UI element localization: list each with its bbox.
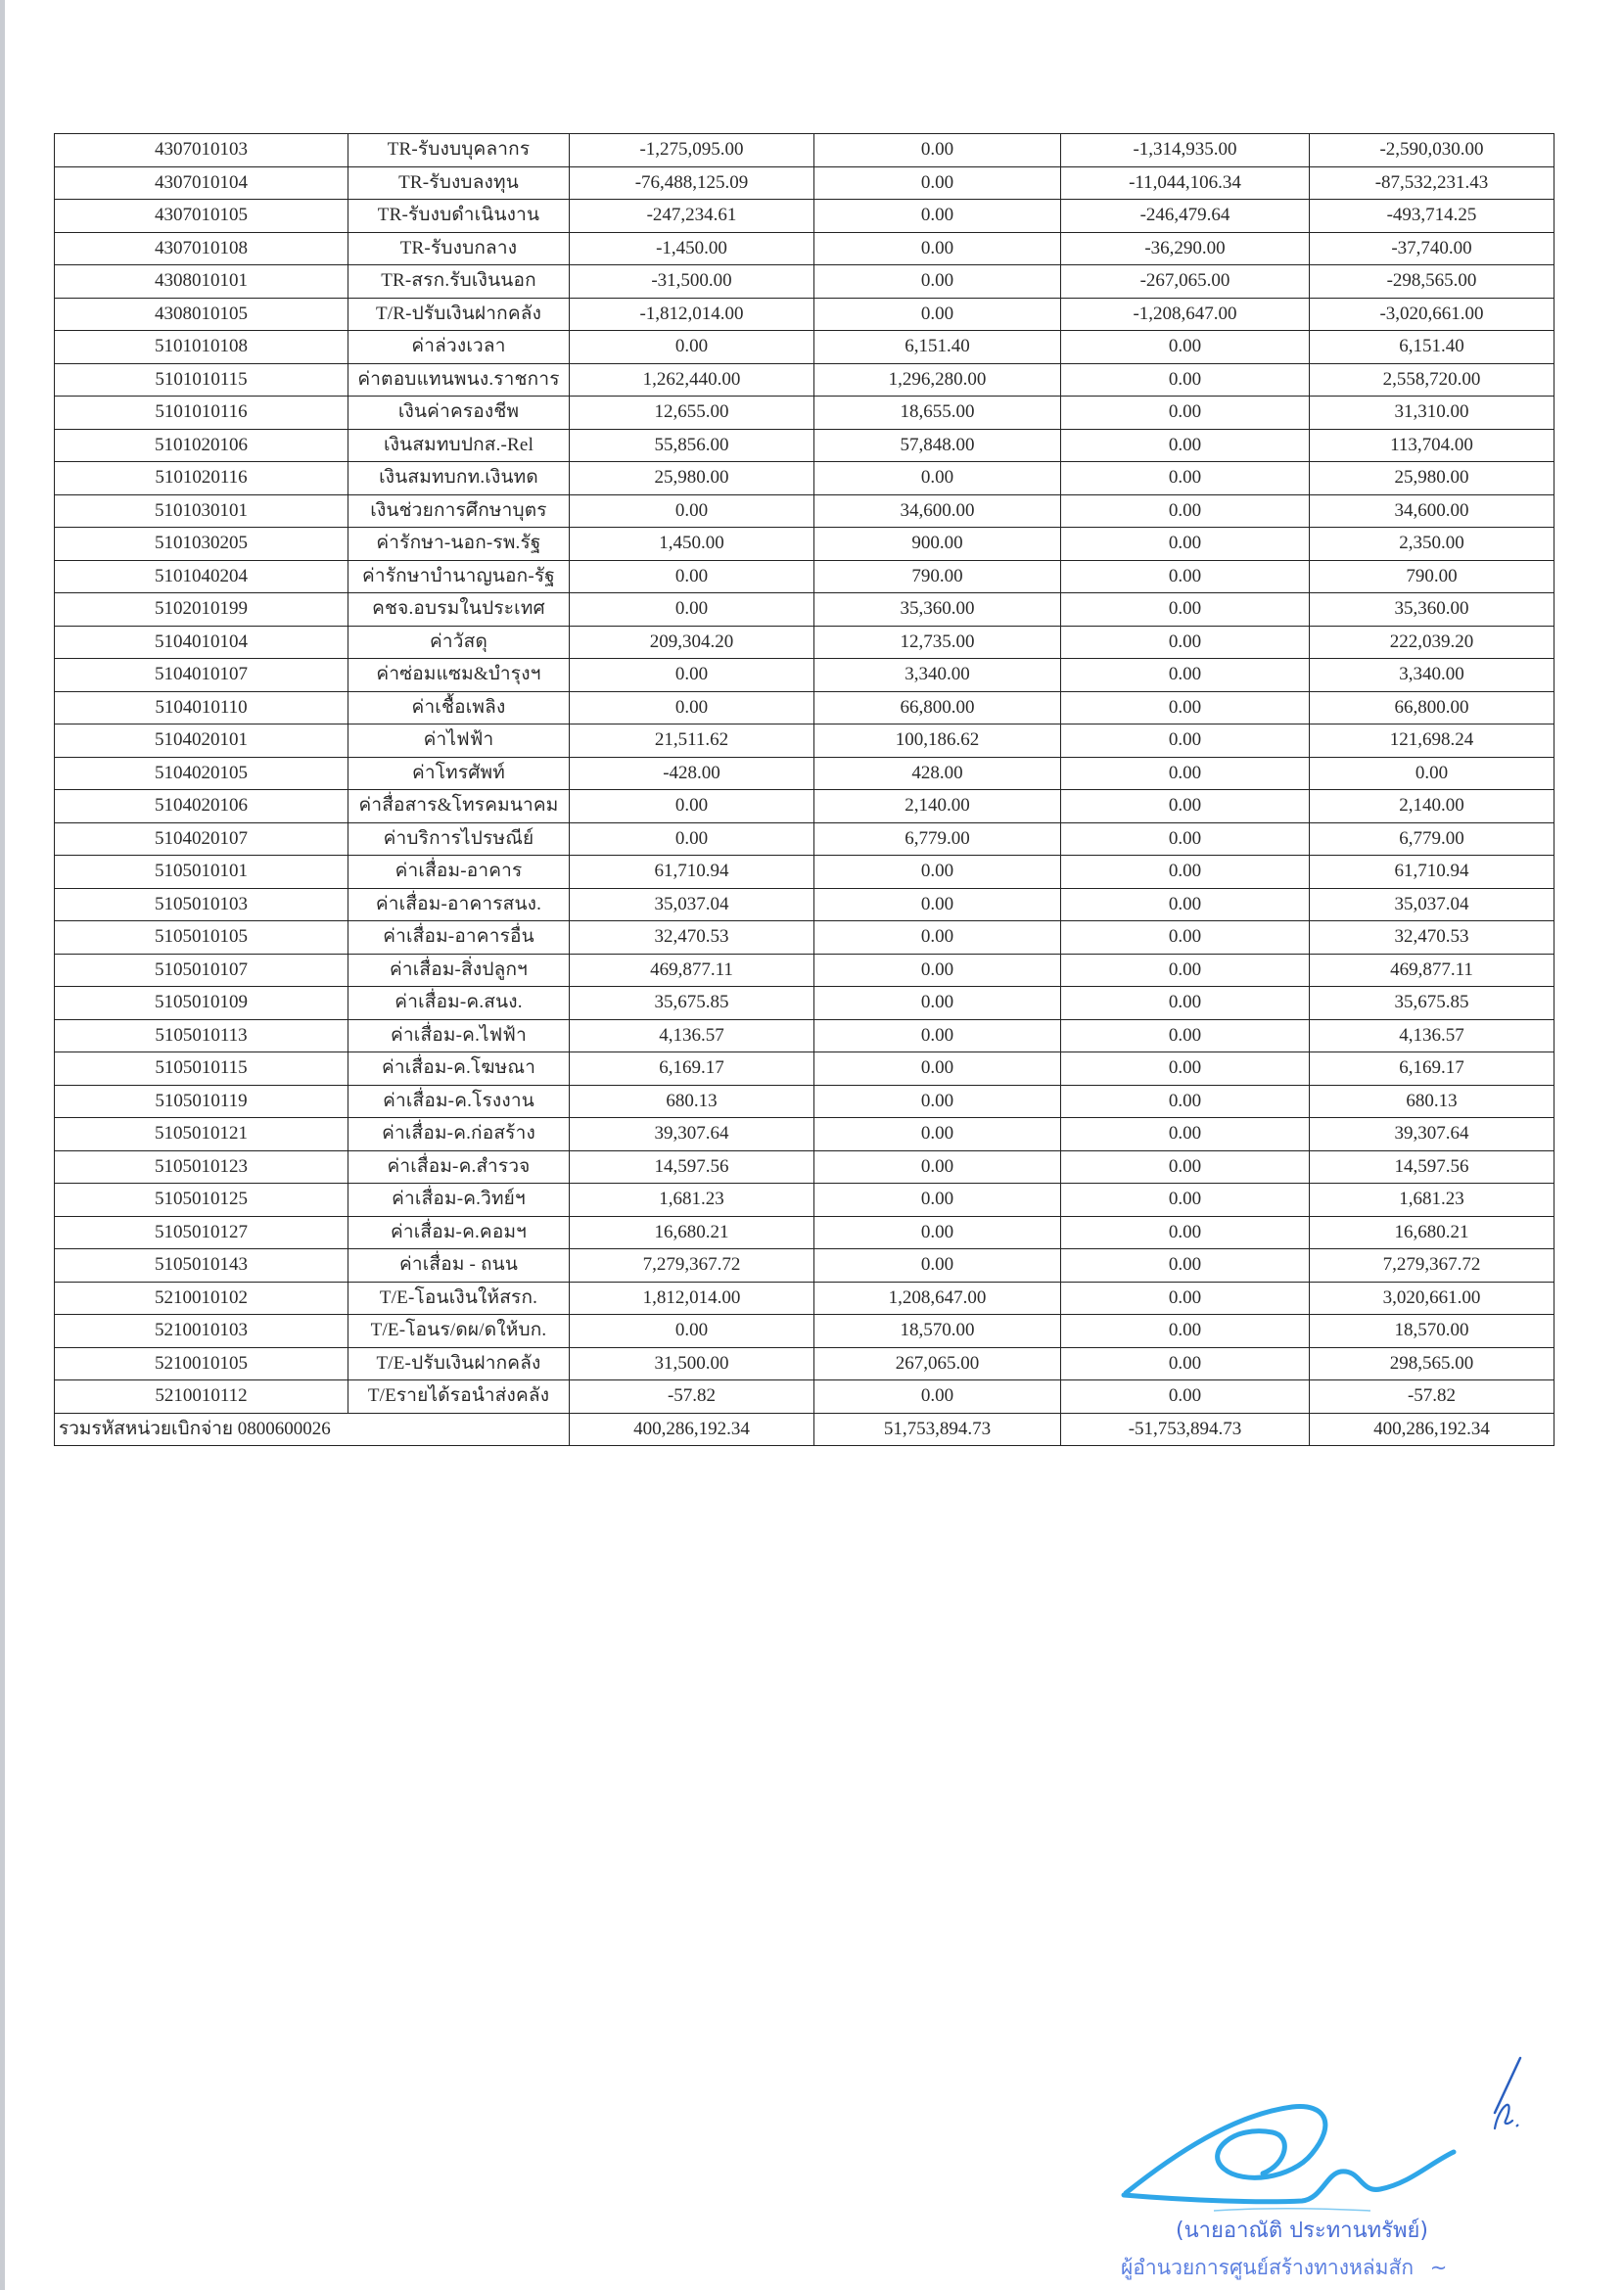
amount-col4: 680.13 [1310,1085,1554,1118]
amount-col4: 7,279,367.72 [1310,1249,1554,1283]
initial-mark [1473,2056,1532,2134]
account-name: ค่าโทรศัพท์ [348,757,570,790]
account-code: 5210010103 [55,1315,348,1348]
account-name: TR-รับงบลงทุน [348,166,570,200]
amount-col2: 0.00 [814,166,1061,200]
amount-col4: 2,558,720.00 [1310,363,1554,397]
amount-col2: 100,186.62 [814,724,1061,758]
amount-col3: 0.00 [1061,528,1310,561]
amount-col3: 0.00 [1061,1184,1310,1217]
amount-col3: 0.00 [1061,822,1310,856]
amount-col4: 1,681.23 [1310,1184,1554,1217]
amount-col3: 0.00 [1061,1347,1310,1380]
amount-col3: 0.00 [1061,1249,1310,1283]
table-row [55,790,1554,823]
account-code: 5105010127 [55,1216,348,1249]
account-name: ค่าตอบแทนพนง.ราชการ [348,363,570,397]
total-row [55,1413,1554,1446]
amount-col4: 32,470.53 [1310,921,1554,955]
account-code: 4307010104 [55,166,348,200]
amount-col3: 0.00 [1061,429,1310,462]
account-name: ค่าล่วงเวลา [348,331,570,364]
amount-col3: 0.00 [1061,1150,1310,1184]
amount-col1: -1,812,014.00 [570,298,814,331]
account-code: 5105010101 [55,856,348,889]
amount-col3: 0.00 [1061,626,1310,659]
tilde-mark-icon: ~ [1429,2256,1448,2279]
table-row [55,200,1554,233]
table-row [55,954,1554,987]
amount-col1: 7,279,367.72 [570,1249,814,1283]
table-row [55,1150,1554,1184]
account-name: T/E-โอนร/ดผ/ดให้บก. [348,1315,570,1348]
ledger-table [54,133,1554,1446]
amount-col2: 0.00 [814,1019,1061,1052]
account-name: ค่าเสื่อม-ค.สำรวจ [348,1150,570,1184]
table-row [55,888,1554,921]
amount-col4: 3,020,661.00 [1310,1282,1554,1315]
account-name: T/E-โอนเงินให้สรก. [348,1282,570,1315]
account-code: 5105010123 [55,1150,348,1184]
account-code: 5105010105 [55,921,348,955]
amount-col2: 0.00 [814,1249,1061,1283]
amount-col3: 0.00 [1061,659,1310,692]
account-name: เงินสมทบกท.เงินทด [348,462,570,495]
amount-col1: 31,500.00 [570,1347,814,1380]
amount-col3: 0.00 [1061,954,1310,987]
amount-col3: 0.00 [1061,691,1310,724]
amount-col2: 0.00 [814,954,1061,987]
account-name: เงินสมทบปกส.-Rel [348,429,570,462]
account-name: ค่าเสื่อม - ถนน [348,1249,570,1283]
amount-col1: -1,275,095.00 [570,134,814,167]
amount-col3: 0.00 [1061,888,1310,921]
amount-col1: 35,675.85 [570,987,814,1020]
account-name: ค่าไฟฟ้า [348,724,570,758]
amount-col3: -267,065.00 [1061,265,1310,299]
amount-col4: 16,680.21 [1310,1216,1554,1249]
account-name: ค่ารักษา-นอก-รพ.รัฐ [348,528,570,561]
amount-col3: 0.00 [1061,1085,1310,1118]
amount-col3: 0.00 [1061,790,1310,823]
table-row [55,298,1554,331]
amount-col2: 790.00 [814,560,1061,593]
table-row [55,265,1554,299]
account-name: เงินช่วยการศึกษาบุตร [348,494,570,528]
account-name: ค่าวัสดุ [348,626,570,659]
account-name: T/R-ปรับเงินฝากคลัง [348,298,570,331]
amount-col4: -2,590,030.00 [1310,134,1554,167]
amount-col1: 0.00 [570,691,814,724]
account-name: ค่าเสื่อม-ค.คอมฯ [348,1216,570,1249]
table-row [55,1052,1554,1086]
amount-col3: 0.00 [1061,1216,1310,1249]
account-code: 5210010112 [55,1380,348,1414]
account-code: 5105010113 [55,1019,348,1052]
amount-col1: 1,450.00 [570,528,814,561]
signer-title-text: ผู้อำนวยการศูนย์สร้างทางหล่มสัก [1121,2256,1415,2279]
total-label: รวมรหัสหน่วยเบิกจ่าย 0800600026 [55,1413,570,1446]
amount-col4: 222,039.20 [1310,626,1554,659]
table-row [55,724,1554,758]
account-code: 5104020107 [55,822,348,856]
table-row [55,626,1554,659]
table-row [55,856,1554,889]
amount-col2: 1,296,280.00 [814,363,1061,397]
amount-col4: 18,570.00 [1310,1315,1554,1348]
amount-col1: 0.00 [570,659,814,692]
amount-col1: -247,234.61 [570,200,814,233]
account-name: ค่าเสื่อม-ค.สนง. [348,987,570,1020]
table-row [55,659,1554,692]
table-row [55,691,1554,724]
amount-col3: 0.00 [1061,593,1310,627]
amount-col3: 0.00 [1061,494,1310,528]
account-name: ค่าเสื่อม-สิ่งปลูกฯ [348,954,570,987]
account-name: เงินค่าครองชีพ [348,397,570,430]
table-row [55,232,1554,265]
account-code: 5104020106 [55,790,348,823]
table-row [55,1347,1554,1380]
signer-name: (นายอาณัติ ประทานทรัพย์) [1176,2219,1428,2243]
account-name: T/E-ปรับเงินฝากคลัง [348,1347,570,1380]
amount-col4: 790.00 [1310,560,1554,593]
table-row [55,1019,1554,1052]
amount-col2: 12,735.00 [814,626,1061,659]
amount-col3: 0.00 [1061,1282,1310,1315]
amount-col4: -57.82 [1310,1380,1554,1414]
amount-col3: 0.00 [1061,397,1310,430]
account-name: ค่าเสื่อม-อาคารสนง. [348,888,570,921]
account-name: ค่าเสื่อม-ค.โฆษณา [348,1052,570,1086]
account-name: TR-รับงบบุคลากร [348,134,570,167]
amount-col1: -31,500.00 [570,265,814,299]
amount-col3: 0.00 [1061,560,1310,593]
amount-col1: 0.00 [570,560,814,593]
amount-col1: 32,470.53 [570,921,814,955]
amount-col1: 14,597.56 [570,1150,814,1184]
amount-col3: 0.00 [1061,462,1310,495]
amount-col3: 0.00 [1061,987,1310,1020]
amount-col4: 2,140.00 [1310,790,1554,823]
amount-col3: 0.00 [1061,757,1310,790]
total-col3: -51,753,894.73 [1061,1413,1310,1446]
amount-col4: 35,675.85 [1310,987,1554,1020]
table-row [55,462,1554,495]
amount-col4: 25,980.00 [1310,462,1554,495]
amount-col1: 0.00 [570,790,814,823]
account-code: 4308010101 [55,265,348,299]
amount-col2: 0.00 [814,1184,1061,1217]
amount-col2: 34,600.00 [814,494,1061,528]
amount-col4: 121,698.24 [1310,724,1554,758]
account-code: 5105010107 [55,954,348,987]
table-row [55,1380,1554,1414]
amount-col2: 0.00 [814,856,1061,889]
amount-col1: 0.00 [570,494,814,528]
account-code: 5101030205 [55,528,348,561]
amount-col2: 0.00 [814,134,1061,167]
amount-col1: 35,037.04 [570,888,814,921]
account-name: ค่าซ่อมแซม&บำรุงฯ [348,659,570,692]
amount-col3: -36,290.00 [1061,232,1310,265]
account-code: 5101010115 [55,363,348,397]
amount-col2: 35,360.00 [814,593,1061,627]
amount-col2: 66,800.00 [814,691,1061,724]
amount-col3: 0.00 [1061,1315,1310,1348]
account-name: ค่าเสื่อม-ค.ไฟฟ้า [348,1019,570,1052]
amount-col2: 0.00 [814,1052,1061,1086]
table-row [55,757,1554,790]
account-code: 5104020101 [55,724,348,758]
account-code: 5101020106 [55,429,348,462]
amount-col4: 66,800.00 [1310,691,1554,724]
amount-col2: 18,655.00 [814,397,1061,430]
amount-col2: 267,065.00 [814,1347,1061,1380]
account-name: ค่าเสื่อม-ค.วิทย์ฯ [348,1184,570,1217]
amount-col4: 35,360.00 [1310,593,1554,627]
account-code: 5104010110 [55,691,348,724]
account-code: 5104020105 [55,757,348,790]
account-code: 4307010103 [55,134,348,167]
amount-col2: 1,208,647.00 [814,1282,1061,1315]
amount-col2: 0.00 [814,921,1061,955]
account-code: 4308010105 [55,298,348,331]
account-name: TR-รับงบกลาง [348,232,570,265]
account-name: T/Eรายได้รอนำส่งคลัง [348,1380,570,1414]
amount-col2: 6,151.40 [814,331,1061,364]
amount-col3: 0.00 [1061,1019,1310,1052]
amount-col3: 0.00 [1061,331,1310,364]
signature-mark [1116,2095,1468,2213]
account-name: ค่าเชื้อเพลิง [348,691,570,724]
amount-col4: 6,779.00 [1310,822,1554,856]
amount-col3: -11,044,106.34 [1061,166,1310,200]
account-code: 5105010109 [55,987,348,1020]
amount-col2: 57,848.00 [814,429,1061,462]
amount-col4: 2,350.00 [1310,528,1554,561]
table-row [55,397,1554,430]
table-row [55,1315,1554,1348]
amount-col2: 0.00 [814,1118,1061,1151]
table-row [55,331,1554,364]
account-code: 5101030101 [55,494,348,528]
amount-col3: 0.00 [1061,363,1310,397]
account-code: 5105010121 [55,1118,348,1151]
account-code: 5102010199 [55,593,348,627]
account-code: 5104010107 [55,659,348,692]
account-code: 5101010108 [55,331,348,364]
amount-col1: 469,877.11 [570,954,814,987]
amount-col1: 6,169.17 [570,1052,814,1086]
account-code: 5101010116 [55,397,348,430]
amount-col4: 31,310.00 [1310,397,1554,430]
amount-col1: -57.82 [570,1380,814,1414]
amount-col2: 0.00 [814,987,1061,1020]
account-code: 5105010115 [55,1052,348,1086]
amount-col1: 0.00 [570,822,814,856]
table-row [55,1216,1554,1249]
amount-col4: 4,136.57 [1310,1019,1554,1052]
amount-col3: -1,208,647.00 [1061,298,1310,331]
amount-col4: -87,532,231.43 [1310,166,1554,200]
amount-col4: -493,714.25 [1310,200,1554,233]
account-code: 4307010108 [55,232,348,265]
table-row [55,429,1554,462]
account-name: TR-สรก.รับเงินนอก [348,265,570,299]
account-code: 5101020116 [55,462,348,495]
amount-col1: 680.13 [570,1085,814,1118]
amount-col1: 12,655.00 [570,397,814,430]
account-code: 5210010102 [55,1282,348,1315]
amount-col1: 0.00 [570,331,814,364]
account-name: คชจ.อบรมในประเทศ [348,593,570,627]
amount-col4: 35,037.04 [1310,888,1554,921]
amount-col2: 428.00 [814,757,1061,790]
amount-col4: 34,600.00 [1310,494,1554,528]
amount-col1: 25,980.00 [570,462,814,495]
amount-col4: 113,704.00 [1310,429,1554,462]
table-row [55,1282,1554,1315]
amount-col1: -76,488,125.09 [570,166,814,200]
amount-col2: 900.00 [814,528,1061,561]
amount-col4: 3,340.00 [1310,659,1554,692]
table-row [55,1249,1554,1283]
amount-col4: 0.00 [1310,757,1554,790]
amount-col2: 0.00 [814,1380,1061,1414]
amount-col3: 0.00 [1061,724,1310,758]
account-code: 5101040204 [55,560,348,593]
amount-col2: 2,140.00 [814,790,1061,823]
total-col2: 51,753,894.73 [814,1413,1061,1446]
total-col1: 400,286,192.34 [570,1413,814,1446]
amount-col4: 6,151.40 [1310,331,1554,364]
account-name: ค่ารักษาบำนาญนอก-รัฐ [348,560,570,593]
amount-col2: 0.00 [814,265,1061,299]
page-edge [0,0,5,2290]
amount-col4: -3,020,661.00 [1310,298,1554,331]
amount-col1: 1,681.23 [570,1184,814,1217]
account-name: ค่าบริการไปรษณีย์ [348,822,570,856]
account-code: 4307010105 [55,200,348,233]
amount-col4: 39,307.64 [1310,1118,1554,1151]
account-code: 5105010143 [55,1249,348,1283]
account-code: 5105010119 [55,1085,348,1118]
amount-col4: -298,565.00 [1310,265,1554,299]
amount-col3: 0.00 [1061,921,1310,955]
amount-col2: 0.00 [814,462,1061,495]
amount-col2: 0.00 [814,1085,1061,1118]
table-row [55,363,1554,397]
amount-col3: 0.00 [1061,1380,1310,1414]
amount-col3: 0.00 [1061,856,1310,889]
amount-col1: 61,710.94 [570,856,814,889]
amount-col1: 55,856.00 [570,429,814,462]
amount-col1: 0.00 [570,1315,814,1348]
amount-col1: -428.00 [570,757,814,790]
amount-col1: 21,511.62 [570,724,814,758]
amount-col3: 0.00 [1061,1118,1310,1151]
account-code: 5105010103 [55,888,348,921]
amount-col4: 298,565.00 [1310,1347,1554,1380]
account-name: ค่าเสื่อม-อาคารอื่น [348,921,570,955]
amount-col2: 18,570.00 [814,1315,1061,1348]
amount-col2: 0.00 [814,1150,1061,1184]
table-row [55,1184,1554,1217]
account-name: ค่าเสื่อม-อาคาร [348,856,570,889]
table-row [55,494,1554,528]
table-row [55,593,1554,627]
table-row [55,1085,1554,1118]
amount-col1: 4,136.57 [570,1019,814,1052]
amount-col1: -1,450.00 [570,232,814,265]
ledger-body [55,134,1554,1414]
table-row [55,134,1554,167]
amount-col3: 0.00 [1061,1052,1310,1086]
amount-col1: 16,680.21 [570,1216,814,1249]
amount-col2: 0.00 [814,1216,1061,1249]
amount-col2: 0.00 [814,888,1061,921]
account-name: TR-รับงบดำเนินงาน [348,200,570,233]
table-row [55,560,1554,593]
amount-col2: 0.00 [814,232,1061,265]
table-row [55,528,1554,561]
account-name: ค่าสื่อสาร&โทรคมนาคม [348,790,570,823]
amount-col4: 469,877.11 [1310,954,1554,987]
table-row [55,1118,1554,1151]
amount-col4: -37,740.00 [1310,232,1554,265]
amount-col2: 0.00 [814,200,1061,233]
amount-col1: 1,812,014.00 [570,1282,814,1315]
account-name: ค่าเสื่อม-ค.โรงงาน [348,1085,570,1118]
amount-col1: 209,304.20 [570,626,814,659]
amount-col1: 0.00 [570,593,814,627]
amount-col1: 1,262,440.00 [570,363,814,397]
total-col4: 400,286,192.34 [1310,1413,1554,1446]
account-name: ค่าเสื่อม-ค.ก่อสร้าง [348,1118,570,1151]
table-row [55,166,1554,200]
signer-title [1121,2252,1532,2284]
account-code: 5104010104 [55,626,348,659]
table-row [55,987,1554,1020]
amount-col1: 39,307.64 [570,1118,814,1151]
amount-col3: -1,314,935.00 [1061,134,1310,167]
amount-col2: 3,340.00 [814,659,1061,692]
amount-col2: 0.00 [814,298,1061,331]
amount-col3: -246,479.64 [1061,200,1310,233]
table-row [55,921,1554,955]
table-row [55,822,1554,856]
amount-col4: 61,710.94 [1310,856,1554,889]
amount-col4: 6,169.17 [1310,1052,1554,1086]
amount-col4: 14,597.56 [1310,1150,1554,1184]
account-code: 5105010125 [55,1184,348,1217]
amount-col2: 6,779.00 [814,822,1061,856]
account-code: 5210010105 [55,1347,348,1380]
